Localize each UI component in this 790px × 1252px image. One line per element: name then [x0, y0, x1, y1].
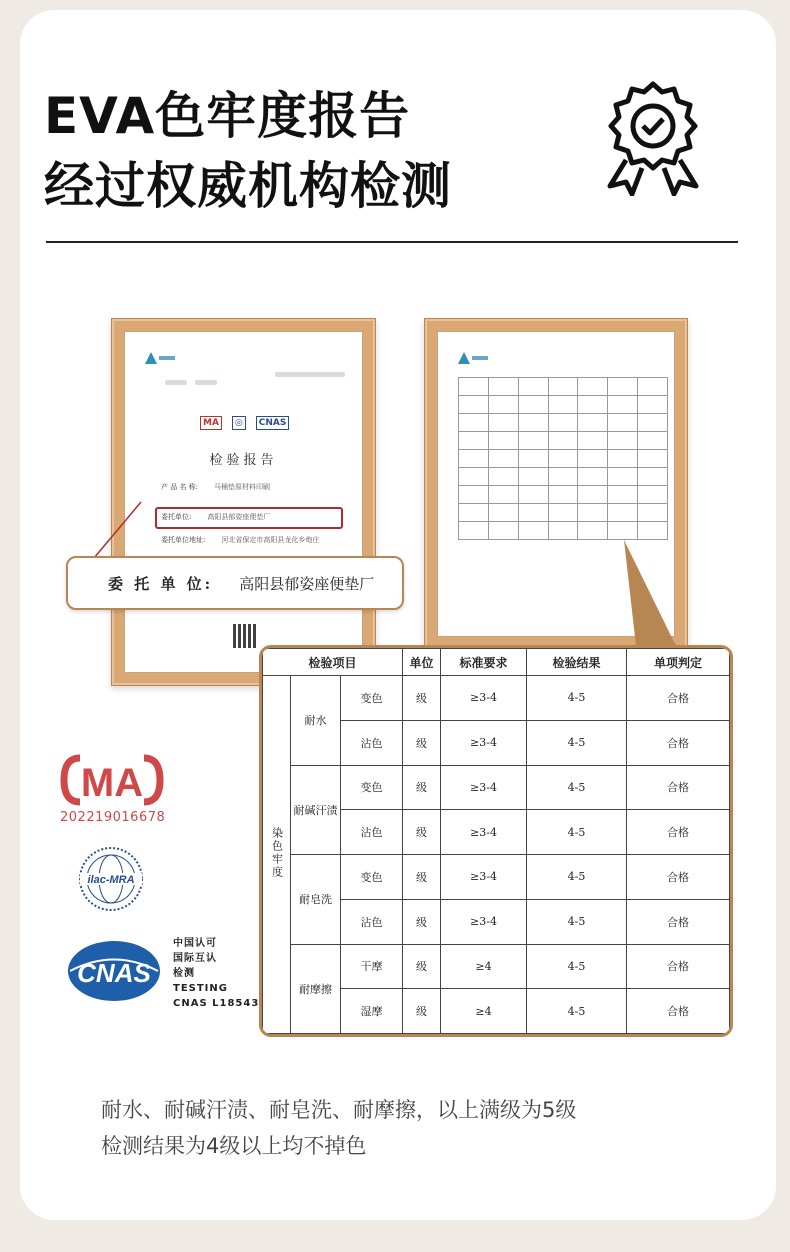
- sub-cell: 干摩: [341, 944, 403, 989]
- unit-cell: 级: [403, 765, 441, 810]
- field-product-name: 产 品 名 称: 马桶垫原材料印刷: [161, 483, 271, 491]
- standard-cell: ≥4: [441, 989, 527, 1034]
- footer-line-1: 耐水、耐碱汗渍、耐皂洗、耐摩擦，以上满级为5级: [101, 1098, 577, 1122]
- table-row: [263, 944, 730, 989]
- table-row: [263, 676, 730, 721]
- item-cell: 耐摩擦: [291, 944, 341, 1034]
- certificate-stamps: [200, 416, 289, 430]
- lab-logo-icon: [145, 352, 175, 364]
- certified-badge-icon: [598, 78, 708, 196]
- unit-cell: 级: [403, 720, 441, 765]
- standard-cell: ≥3-4: [441, 765, 527, 810]
- blurred-text: [275, 372, 345, 377]
- item-cell: 耐碱汗渍: [291, 765, 341, 855]
- callout-label: 委 托 单 位:: [108, 574, 214, 593]
- standard-cell: ≥3-4: [441, 855, 527, 900]
- header-standard: 标准要求: [441, 649, 527, 676]
- result-cell: 4-5: [527, 810, 627, 855]
- standard-cell: ≥3-4: [441, 676, 527, 721]
- verdict-cell: 合格: [627, 899, 730, 944]
- result-cell: 4-5: [527, 944, 627, 989]
- sub-cell: 变色: [341, 765, 403, 810]
- cma-logo: [60, 752, 164, 808]
- certificate-frame-table: [424, 318, 688, 650]
- title-line-1: EVA色牢度报告: [44, 87, 411, 145]
- title-line-2: 经过权威机构检测: [44, 157, 452, 215]
- verdict-cell: 合格: [627, 989, 730, 1034]
- sub-cell: 湿摩: [341, 989, 403, 1034]
- verdict-cell: 合格: [627, 765, 730, 810]
- footer-line-2: 检测结果为4级以上均不掉色: [101, 1134, 367, 1158]
- certificate-frame-cover: [111, 318, 376, 686]
- verdict-cell: 合格: [627, 944, 730, 989]
- ilac-text: ilac-MRA: [87, 874, 135, 886]
- result-cell: 4-5: [527, 720, 627, 765]
- standard-cell: ≥3-4: [441, 899, 527, 944]
- unit-cell: 级: [403, 989, 441, 1034]
- result-cell: 4-5: [527, 989, 627, 1034]
- standard-cell: ≥3-4: [441, 810, 527, 855]
- blurred-text: [165, 380, 187, 385]
- sub-cell: 沾色: [341, 810, 403, 855]
- result-cell: 4-5: [527, 899, 627, 944]
- table-row: [263, 855, 730, 900]
- sub-cell: 沾色: [341, 899, 403, 944]
- unit-cell: 级: [403, 810, 441, 855]
- standard-cell: ≥4: [441, 944, 527, 989]
- cma-mark: MA: [80, 761, 144, 805]
- sub-cell: 变色: [341, 855, 403, 900]
- field-client: 委托单位: 高阳县郁姿座便垫厂: [161, 513, 271, 521]
- table-row: [263, 765, 730, 810]
- results-table: [262, 648, 730, 1034]
- result-cell: 4-5: [527, 676, 627, 721]
- item-cell: 耐皂洗: [291, 855, 341, 945]
- callout-value: 高阳县郁姿座便垫厂: [239, 574, 375, 593]
- table-header-row: [263, 649, 730, 676]
- verdict-cell: 合格: [627, 810, 730, 855]
- header-verdict: 单项判定: [627, 649, 730, 676]
- header-item: 检验项目: [263, 649, 403, 676]
- verdict-cell: 合格: [627, 855, 730, 900]
- sub-cell: 变色: [341, 676, 403, 721]
- sub-cell: 沾色: [341, 720, 403, 765]
- cnas-caption: 中国认可 国际互认 检测 TESTING CNAS L18543: [173, 938, 260, 1009]
- ilac-mra-logo: [78, 846, 144, 912]
- header-unit: 单位: [403, 649, 441, 676]
- standard-cell: ≥3-4: [441, 720, 527, 765]
- unit-cell: 级: [403, 899, 441, 944]
- unit-cell: 级: [403, 855, 441, 900]
- result-cell: 4-5: [527, 855, 627, 900]
- field-client-address: 委托单位地址: 河北省保定市高阳县龙化乡炮庄: [161, 536, 320, 544]
- header-divider: [46, 241, 738, 243]
- cnas-stamp: CNAS: [256, 416, 290, 430]
- blurred-text: [195, 380, 217, 385]
- result-cell: 4-5: [527, 765, 627, 810]
- ilac-stamp: ◎: [232, 416, 246, 430]
- certificate-paper-2: [437, 331, 675, 637]
- mini-result-table: [458, 377, 668, 540]
- item-cell: 耐水: [291, 676, 341, 766]
- results-table-card: [259, 645, 733, 1037]
- group-label: 染色牢度: [270, 827, 284, 879]
- highlight-box: [155, 507, 343, 529]
- verdict-cell: 合格: [627, 720, 730, 765]
- qr-code: [233, 624, 257, 648]
- verdict-cell: 合格: [627, 676, 730, 721]
- cma-stamp: MA: [200, 416, 222, 430]
- unit-cell: 级: [403, 676, 441, 721]
- cnas-mark: CNAS: [77, 958, 151, 988]
- certificate-paper: [124, 331, 363, 673]
- header-result: 检验结果: [527, 649, 627, 676]
- cnas-logo: [64, 938, 164, 1004]
- unit-cell: 级: [403, 944, 441, 989]
- report-title: 检验报告: [209, 453, 278, 468]
- lab-logo-icon: [458, 352, 488, 364]
- client-callout: [66, 556, 404, 610]
- cma-number: 202219016678: [60, 810, 166, 825]
